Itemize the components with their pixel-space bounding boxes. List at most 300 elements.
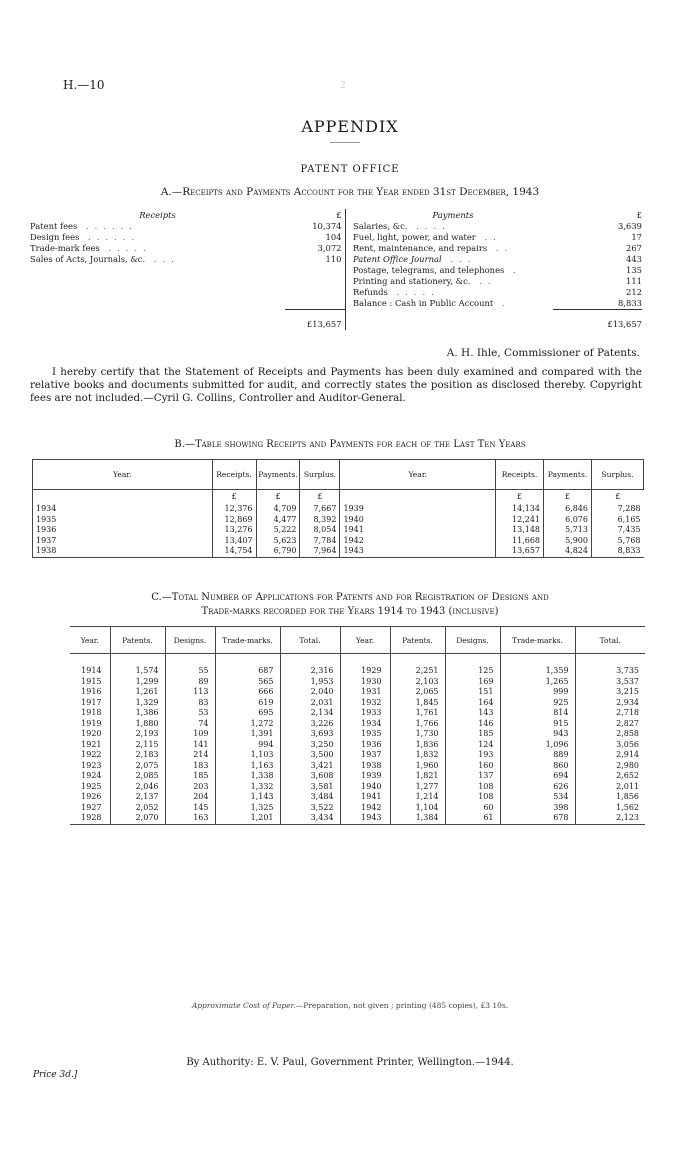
account-row [30, 276, 642, 287]
year-cell: 1941 [340, 525, 496, 536]
payment-label [353, 254, 553, 265]
total-cell: 2,031 [280, 698, 340, 709]
surplus-cell: 7,964 [300, 546, 340, 557]
trademarks-cell: 626 [500, 782, 575, 793]
receipts-cell: 13,148 [496, 525, 544, 536]
receipts-cell: 12,376 [212, 504, 256, 515]
receipt-amount: 110 [285, 254, 345, 265]
table-c-heading-line1: C.—Total Number of Applications for Patents and for Registration of Designs and [151, 592, 549, 603]
trademarks-cell: 925 [500, 698, 575, 709]
payments-currency: £ [636, 209, 642, 220]
col-header: Year. [340, 627, 390, 654]
cost-label: Approximate Cost of Paper. [191, 1001, 296, 1010]
spacer [390, 654, 445, 667]
account-row [30, 243, 642, 254]
patents-cell: 1,766 [390, 719, 445, 730]
trademarks-cell: 1,265 [500, 677, 575, 688]
patents-cell: 1,761 [390, 708, 445, 719]
trademarks-cell: 534 [500, 792, 575, 803]
trademarks-cell: 1,391 [215, 729, 280, 740]
account-row [30, 221, 642, 232]
designs-cell: 203 [165, 782, 215, 793]
table-row [70, 792, 645, 803]
surplus-cell: 7,288 [617, 504, 641, 513]
table-row [70, 708, 645, 719]
table-b-heading: B.—Table showing Receipts and Payments for each of the Last Ten Years [174, 439, 526, 450]
payments-cell: 5,900 [544, 536, 592, 547]
trademarks-cell: 666 [215, 687, 280, 698]
account-row [30, 298, 642, 310]
total-cell: 2,914 [575, 750, 645, 761]
receipts-cell: 11,668 [496, 536, 544, 547]
trademarks-cell: 994 [215, 740, 280, 751]
patents-cell: 1,960 [390, 761, 445, 772]
total-cell: 2,934 [575, 698, 645, 709]
table-row [70, 698, 645, 709]
spacer [345, 265, 353, 276]
designs-cell: 55 [165, 666, 215, 677]
trademarks-cell: 687 [215, 666, 280, 677]
total-cell: 3,250 [280, 740, 340, 751]
total-cell: 3,434 [280, 813, 340, 824]
col-header: Year. [70, 627, 110, 654]
payment-label [353, 221, 553, 232]
col-surplus: Surplus. [591, 460, 643, 490]
spacer [340, 654, 390, 667]
currency-symbol: £ [300, 490, 340, 505]
designs-cell: 108 [445, 792, 500, 803]
label-text: Patent fees [30, 221, 78, 231]
trademarks-cell: 1,359 [500, 666, 575, 677]
total-cell: 2,980 [575, 761, 645, 772]
trademarks-cell: 1,103 [215, 750, 280, 761]
label-text: Salaries, &c. [353, 221, 408, 231]
designs-cell: 124 [445, 740, 500, 751]
patents-cell: 2,070 [110, 813, 165, 824]
receipt-amount [285, 276, 345, 287]
trademarks-cell: 1,332 [215, 782, 280, 793]
total-cell: 3,522 [280, 803, 340, 814]
year-cell: 1937 [33, 536, 213, 547]
designs-cell: 151 [445, 687, 500, 698]
year-cell: 1929 [340, 666, 390, 677]
designs-cell: 183 [165, 761, 215, 772]
receipt-amount [285, 287, 345, 298]
patents-cell: 2,183 [110, 750, 165, 761]
table-row [70, 782, 645, 793]
receipt-label [30, 265, 285, 276]
payments-total: £13,657 [553, 310, 642, 331]
currency-row [33, 490, 644, 505]
col-receipts: Receipts. [496, 460, 544, 490]
trademarks-cell: 860 [500, 761, 575, 772]
patents-cell: 1,104 [390, 803, 445, 814]
year-cell: 1918 [81, 708, 102, 717]
label-text: Patent Office Journal [353, 254, 442, 264]
table-row [70, 771, 645, 782]
payments-cell: 4,709 [256, 504, 300, 515]
designs-cell: 164 [445, 698, 500, 709]
dot-leader: ...... [77, 221, 138, 231]
receipts-cell: 13,276 [212, 525, 256, 536]
year-cell: 1938 [33, 546, 213, 557]
patents-cell: 2,046 [110, 782, 165, 793]
col-header: Designs. [445, 627, 500, 654]
table-c-heading-line2: Trade-marks recorded for the Years 1914 to 1943 (inclusive) [201, 606, 499, 617]
year-cell: 1924 [81, 771, 102, 780]
receipts-currency: £ [285, 209, 345, 221]
total-cell: 2,827 [575, 719, 645, 730]
currency-symbol: £ [496, 490, 544, 505]
year-cell: 1914 [81, 666, 102, 675]
surplus-cell: 7,667 [300, 504, 340, 515]
total-cell: 2,316 [280, 666, 340, 677]
patents-cell: 1,574 [110, 666, 165, 677]
total-cell: 3,226 [280, 719, 340, 730]
designs-cell: 60 [445, 803, 500, 814]
trademarks-cell: 1,325 [215, 803, 280, 814]
surplus-cell: 6,165 [617, 514, 641, 524]
patents-cell: 2,103 [390, 677, 445, 688]
year-cell: 1917 [81, 697, 102, 707]
spacer [445, 654, 500, 667]
patents-cell: 2,115 [110, 740, 165, 751]
label-text: Printing and stationery, &c. [353, 276, 471, 286]
payment-label [353, 298, 553, 310]
designs-cell: 113 [165, 687, 215, 698]
surplus-cell: 7,784 [300, 536, 340, 547]
table-row [70, 687, 645, 698]
receipt-amount: 10,374 [285, 221, 345, 232]
year-cell: 1940 [340, 515, 496, 526]
table-row [70, 729, 645, 740]
patents-cell: 1,836 [390, 740, 445, 751]
patents-cell: 1,880 [110, 719, 165, 730]
total-cell: 3,421 [280, 761, 340, 772]
year-cell: 1943 [340, 546, 496, 557]
trademarks-cell: 999 [500, 687, 575, 698]
page-number: 2 [340, 81, 346, 91]
patents-cell: 2,137 [110, 792, 165, 803]
total-cell: 2,011 [575, 782, 645, 793]
col-header: Patents. [110, 627, 165, 654]
year-cell: 1934 [340, 719, 390, 730]
col-receipts: Receipts. [212, 460, 256, 490]
table-row [70, 803, 645, 814]
payment-amount: 3,639 [618, 221, 642, 231]
designs-cell: 83 [165, 698, 215, 709]
total-cell: 2,040 [280, 687, 340, 698]
year-cell: 1915 [81, 676, 102, 686]
commissioner-signature: A. H. Ihle, Commissioner of Patents. [446, 347, 640, 359]
trademarks-cell: 619 [215, 698, 280, 709]
total-cell: 2,134 [280, 708, 340, 719]
designs-cell: 185 [445, 729, 500, 740]
year-cell: 1935 [33, 515, 213, 526]
dot-leader: . [493, 298, 511, 309]
dot-leader: .. [475, 232, 502, 242]
trademarks-cell: 915 [500, 719, 575, 730]
designs-cell: 193 [445, 750, 500, 761]
receipts-cell: 12,869 [212, 515, 256, 526]
dot-leader: .. [487, 243, 514, 253]
table-row [70, 813, 645, 824]
payment-amount: 135 [626, 265, 642, 275]
total-cell: 2,652 [575, 771, 645, 782]
spacer [70, 654, 110, 667]
payments-cell: 4,824 [544, 546, 592, 557]
designs-cell: 145 [165, 803, 215, 814]
year-cell: 1936 [340, 740, 390, 751]
currency-symbol: £ [615, 491, 621, 501]
trademarks-cell: 1,163 [215, 761, 280, 772]
label-text: Design fees [30, 232, 80, 242]
price-note: Price 3d.] [33, 1070, 78, 1080]
total-cell: 3,500 [280, 750, 340, 761]
payments-cell: 5,623 [256, 536, 300, 547]
trademarks-cell: 565 [215, 677, 280, 688]
receipt-label [30, 243, 285, 254]
payment-amount: 111 [626, 276, 642, 286]
patents-cell: 1,386 [110, 708, 165, 719]
col-year: Year. [33, 460, 213, 490]
table-row [33, 504, 644, 515]
account-row [30, 265, 642, 276]
designs-cell: 214 [165, 750, 215, 761]
col-header: Total. [575, 627, 645, 654]
receipt-label [30, 254, 285, 265]
page-title: APPENDIX [301, 117, 399, 136]
designs-cell: 143 [445, 708, 500, 719]
receipt-label [30, 298, 285, 310]
designs-cell: 109 [165, 729, 215, 740]
payment-label [353, 265, 553, 276]
col-header: Designs. [165, 627, 215, 654]
label-text: Trade-mark fees [30, 243, 100, 253]
col-surplus: Surplus. [300, 460, 340, 490]
currency-symbol: £ [212, 490, 256, 505]
payments-cell: 6,076 [544, 515, 592, 526]
year-cell: 1932 [340, 698, 390, 709]
designs-cell: 160 [445, 761, 500, 772]
payments-cell: 5,222 [256, 525, 300, 536]
payment-amount: 443 [626, 254, 642, 264]
receipts-cell: 13,407 [212, 536, 256, 547]
label-text: Postage, telegrams, and telephones [353, 265, 505, 275]
spacer [110, 654, 165, 667]
payments-cell: 6,790 [256, 546, 300, 557]
account-row [30, 254, 642, 265]
payments-label: Payments [432, 209, 474, 220]
patents-cell: 1,299 [110, 677, 165, 688]
payment-label [353, 243, 553, 254]
payments-cell: 4,477 [256, 515, 300, 526]
receipts-cell: 14,754 [212, 546, 256, 557]
year-cell: 1916 [81, 687, 102, 696]
payments-cell: 6,846 [544, 504, 592, 515]
account-row [30, 232, 642, 243]
surplus-cell: 5,768 [617, 535, 641, 545]
applications-table [70, 626, 645, 825]
spacer [33, 490, 213, 505]
year-cell: 1937 [340, 750, 390, 761]
receipt-label [30, 276, 285, 287]
year-cell: 1936 [33, 525, 213, 536]
year-cell: 1919 [81, 718, 102, 728]
year-cell: 1934 [33, 504, 213, 515]
patents-cell: 2,052 [110, 803, 165, 814]
year-cell: 1926 [81, 792, 102, 801]
dot-leader: ..... [99, 243, 152, 253]
col-year: Year. [340, 460, 496, 490]
trademarks-cell: 1,201 [215, 813, 280, 824]
patents-cell: 1,277 [390, 782, 445, 793]
year-cell: 1921 [81, 739, 102, 749]
patents-cell: 2,251 [390, 666, 445, 677]
total-cell: 2,718 [575, 708, 645, 719]
total-cell: 3,608 [280, 771, 340, 782]
payment-label [353, 276, 553, 287]
table-row [33, 515, 644, 526]
trademarks-cell: 1,143 [215, 792, 280, 803]
page-reference: H.—10 [63, 78, 105, 92]
trademarks-cell: 1,338 [215, 771, 280, 782]
receipts-cell: 13,657 [496, 546, 544, 557]
year-cell: 1923 [81, 760, 102, 770]
total-cell: 3,735 [575, 666, 645, 677]
spacer [345, 276, 353, 287]
year-cell: 1938 [340, 761, 390, 772]
col-header: Patents. [390, 627, 445, 654]
designs-cell: 169 [445, 677, 500, 688]
designs-cell: 163 [165, 813, 215, 824]
patents-cell: 2,065 [390, 687, 445, 698]
receipt-label [30, 221, 285, 232]
spacer [345, 221, 353, 232]
dot-leader: ... [145, 254, 180, 264]
year-cell: 1933 [340, 708, 390, 719]
patents-cell: 1,261 [110, 687, 165, 698]
table-row [70, 719, 645, 730]
table-row [70, 666, 645, 677]
total-cell: 3,693 [280, 729, 340, 740]
receipt-amount [285, 298, 345, 310]
dot-leader: ..... [387, 287, 440, 297]
currency-symbol: £ [256, 490, 300, 505]
year-cell: 1941 [340, 792, 390, 803]
patents-cell: 1,214 [390, 792, 445, 803]
table-row [70, 677, 645, 688]
trademarks-cell: 889 [500, 750, 575, 761]
payment-amount: 212 [626, 287, 642, 297]
patents-cell: 2,075 [110, 761, 165, 772]
designs-cell: 89 [165, 677, 215, 688]
label-text: Balance : Cash in Public Account [353, 298, 494, 309]
year-cell: 1930 [340, 677, 390, 688]
total-cell: 3,581 [280, 782, 340, 793]
year-cell: 1928 [70, 813, 110, 824]
designs-cell: 146 [445, 719, 500, 730]
trademarks-cell: 814 [500, 708, 575, 719]
patents-cell: 1,329 [110, 698, 165, 709]
table-row [33, 525, 644, 536]
payment-label [353, 232, 553, 243]
spacer [345, 232, 353, 243]
designs-cell: 61 [445, 813, 500, 824]
table-row [70, 740, 645, 751]
trademarks-cell: 678 [500, 813, 575, 824]
year-cell: 1922 [81, 750, 102, 759]
patents-cell: 2,085 [110, 771, 165, 782]
designs-cell: 204 [165, 792, 215, 803]
surplus-cell: 8,392 [300, 515, 340, 526]
trademarks-cell: 694 [500, 771, 575, 782]
year-cell: 1943 [340, 813, 390, 824]
receipt-amount: 104 [285, 232, 345, 243]
dot-leader: . [504, 265, 522, 275]
trademarks-cell: 1,272 [215, 719, 280, 730]
payment-amount: 17 [631, 232, 642, 242]
trademarks-cell: 695 [215, 708, 280, 719]
patents-cell: 2,193 [110, 729, 165, 740]
ten-year-table [32, 459, 644, 558]
receipt-amount [285, 265, 345, 276]
col-payments: Payments. [256, 460, 300, 490]
year-cell: 1920 [81, 729, 102, 738]
trademarks-cell: 943 [500, 729, 575, 740]
payment-amount: 267 [626, 243, 642, 253]
year-cell: 1939 [340, 771, 390, 782]
patents-cell: 1,730 [390, 729, 445, 740]
receipt-label [30, 287, 285, 298]
patents-cell: 1,821 [390, 771, 445, 782]
receipts-cell: 14,134 [496, 504, 544, 515]
total-cell: 2,858 [575, 729, 645, 740]
receipts-cell: 12,241 [496, 515, 544, 526]
payment-label [353, 287, 553, 298]
patents-cell: 1,832 [390, 750, 445, 761]
designs-cell: 185 [165, 771, 215, 782]
total-cell: 2,123 [575, 813, 645, 824]
audit-certification: I hereby certify that the Statement of Receipts and Payments has been duly examined and compared with the relative books and documents submitted for audit, and correctly states the position as disclosed thereby. Copyright fees are not included.—Cyril G. Collins, Controller and Auditor-General. [30, 366, 642, 404]
spacer [575, 654, 645, 667]
dot-leader: ... [441, 254, 477, 264]
spacer [500, 654, 575, 667]
trademarks-cell: 1,096 [500, 740, 575, 751]
total-cell: 3,484 [280, 792, 340, 803]
office-title: PATENT OFFICE [300, 164, 400, 175]
col-payments: Payments. [544, 460, 592, 490]
receipts-label: Receipts [139, 209, 176, 220]
receipt-label [30, 232, 285, 243]
year-cell: 1942 [340, 536, 496, 547]
spacer [345, 254, 353, 265]
label-text: Refunds [353, 287, 388, 297]
spacer [340, 490, 496, 505]
printer-authority: By Authority: E. V. Paul, Government Printer, Wellington.—1944. [186, 1057, 514, 1068]
surplus-cell: 8,054 [300, 525, 340, 536]
spacer [165, 654, 215, 667]
cost-text: —Preparation, not given ; printing (485 copies), £3 10s. [295, 1001, 509, 1010]
title-rule [330, 142, 360, 143]
account-row [30, 287, 642, 298]
table-row [70, 761, 645, 772]
year-cell: 1939 [340, 504, 496, 515]
col-header: Total. [280, 627, 340, 654]
designs-cell: 125 [445, 666, 500, 677]
spacer [345, 243, 353, 254]
surplus-cell: 8,833 [591, 546, 643, 557]
